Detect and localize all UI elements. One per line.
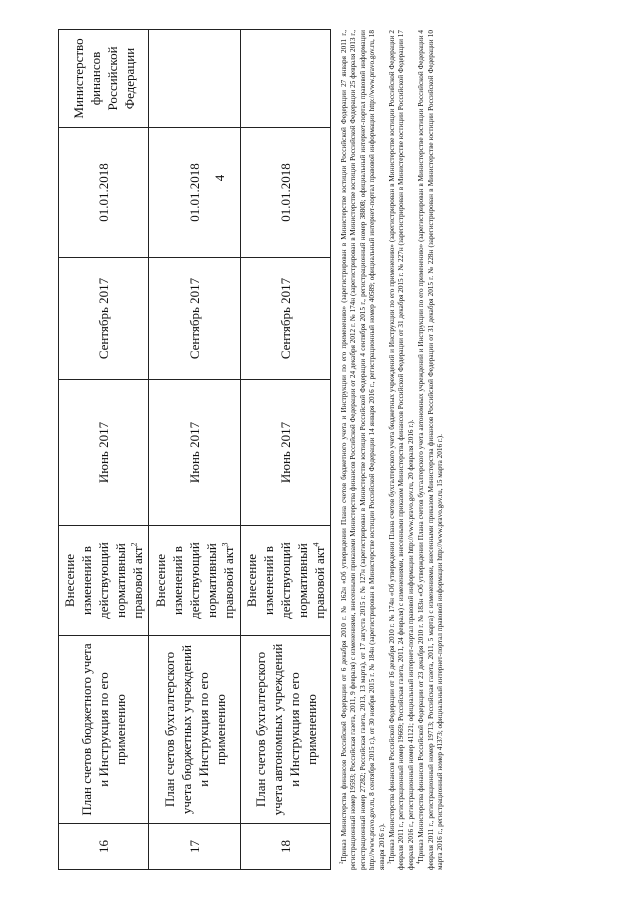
footnote-text: Приказ Министерства финансов Российской Федерации от 16 декабря 2010 г. № 174н «Об утверждении Плана счетов бухгалтерского учета бюджетных учреждений и Инструкции по его применению» (зарегистрирован в Министерстве юстиции Российской Федерации 2 февраля 2011 г., регистрационный номер 19669; Российская газета, 2011, 24 февраля) с изменениями, внесенными приказом Министерства финансов Российской Федерации от 31 декабря 2015 г. № 227н (зарегистрирован в Министерстве юстиции Российской Федерации 17 февраля 2016 г., регистрационный номер 41121; официальный интернет-портал правовой информации http://www.pravo.gov.ru, 20 февраля 2016 г.). <box>388 30 415 870</box>
footnote-ref: 4 <box>311 542 321 547</box>
footnote <box>388 30 416 870</box>
footnotes <box>340 30 550 870</box>
footnote-mark: 2 <box>339 861 345 864</box>
end-date: Сентябрь 2017 <box>149 258 241 380</box>
row-number: 18 <box>241 824 331 870</box>
regulation-table <box>58 29 331 870</box>
row-number: 16 <box>59 824 149 870</box>
footnote-text: Приказ Министерства финансов Российской Федерации от 23 декабря 2010 г. № 183н «Об утверждении Плана счетов бухгалтерского учета автономных учреждений и Инструкции по его применению» (зарегистрирован в Министерстве юстиции Российской Федерации 4 февраля 2011 г., регистрационный номер 19713; Российская газета, 2011, 5 марта) с изменениями, внесенными приказом Министерства финансов Российской Федерации от 31 декабря 2015 г. № 228н (зарегистрирован в Министерстве юстиции Российской Федерации 10 марта 2016 г., регистрационный номер 41373; официальный интернет-портал правовой информации http://www.pravo.gov.ru, 15 марта 2016 г.). <box>417 30 445 870</box>
end-date: Сентябрь 2017 <box>59 258 149 380</box>
document-name: План счетов бюджетного учета и Инструкция по его применению <box>59 636 149 824</box>
start-date: Июнь 2017 <box>241 380 331 526</box>
table-row <box>59 30 149 870</box>
footnote-mark: 4 <box>416 861 422 864</box>
footnote-text: Приказ Министерства финансов Российской Федерации от 6 декабря 2010 г. № 162н «Об утверждении Плана счетов бюджетного учета и Инструкции по его применению» (зарегистрирован в Министерстве юстиции Российской Федерации 27 января 2011 г., регистрационный номер 19593; Российская газета, 2011, 9 февраля) с изменениями, внесенными приказами Министерства финансов Российской Федерации от 24 декабря 2012 г. № 174н (зарегистрирован в Министерстве юстиции Российской Федерации 25 февраля 2013 г., регистрационный номер 27282; Российская газета, 2013, 13 марта), от 17 августа 2015 г. № 127н (зарегистрирован в Министерстве юстиции Российской Федерации 4 сентября 2015 г., регистрационный номер 38808; официальный интернет-портал правовой информации http://www.pravo.gov.ru, 8 сентября 2015 г.), от 30 ноября 2015 г. № 184н (зарегистрирован в Министерстве юстиции Российской Федерации 14 января 2016 г., регистрационный номер 40589; официальный интернет-портал правовой информации http://www.pravo.gov.ru, 18 января 2016 г.). <box>340 30 386 870</box>
footnote-ref: 3 <box>220 542 230 547</box>
effective-date: 01.01.2018 <box>149 128 241 258</box>
start-date: Июнь 2017 <box>149 380 241 526</box>
responsible-body: Министерство финансов Российской Федерации <box>59 30 149 128</box>
document-name: План счетов бухгалтерского учета автономных учреждений и Инструкция по его применению <box>241 636 331 824</box>
table-row <box>241 30 331 870</box>
footnote <box>417 30 445 870</box>
end-date: Сентябрь 2017 <box>241 258 331 380</box>
action-cell <box>149 526 241 636</box>
start-date: Июнь 2017 <box>59 380 149 526</box>
action-cell <box>241 526 331 636</box>
table-row <box>149 30 241 870</box>
responsible-body <box>149 30 241 128</box>
action-text: Внесение изменений в действующий нормативный правовой акт <box>153 542 236 619</box>
footnote <box>340 30 387 870</box>
effective-date: 01.01.2018 <box>59 128 149 258</box>
footnote-ref: 2 <box>129 542 139 547</box>
footnotes-area <box>340 30 550 870</box>
effective-date: 01.01.2018 <box>241 128 331 258</box>
document-name: План счетов бухгалтерского учета бюджетных учреждений и Инструкция по его применению <box>149 636 241 824</box>
action-text: Внесение изменений в действующий нормативный правовой акт <box>244 542 327 619</box>
page-number: 4 <box>212 174 227 182</box>
action-text: Внесение изменений в действующий нормативный правовой акт <box>62 542 145 619</box>
action-cell <box>59 526 149 636</box>
regulation-table-area <box>58 30 330 870</box>
footnote-mark: 3 <box>387 861 393 864</box>
responsible-body <box>241 30 331 128</box>
row-number: 17 <box>149 824 241 870</box>
